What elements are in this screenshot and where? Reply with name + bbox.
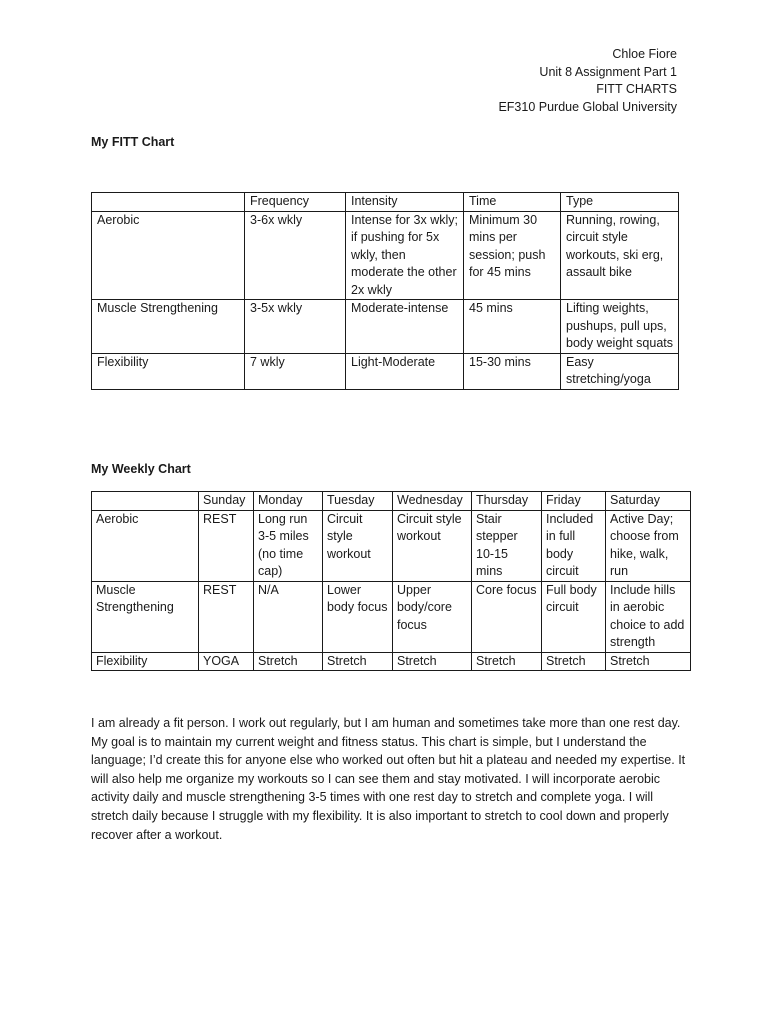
weekly-cell: Circuit style workout	[393, 510, 472, 581]
weekly-header-cell: Thursday	[472, 492, 542, 511]
weekly-cell: Aerobic	[92, 510, 199, 581]
weekly-cell: YOGA	[199, 652, 254, 671]
reflection-paragraph: I am already a fit person. I work out regularly, but I am human and sometimes take more than one rest day. My goal is to maintain my current weight and fitness status. This chart is simple, but I understand the language; I’d create this for anyone else who worked out often but hit a plateau and needed my expertise. It will also help me organize my workouts so I can see them and stay motivated. I will incorporate aerobic activity daily and muscle strengthening 3-5 times with one rest day to stretch and complete yoga. I will stretch daily because I struggle with my flexibility. It is also important to stretch to cool down and properly recover after a workout.	[91, 716, 686, 842]
weekly-header-row	[92, 492, 691, 511]
weekly-header-cell: Saturday	[606, 492, 691, 511]
weekly-cell: Stretch	[606, 652, 691, 671]
fitt-table	[91, 192, 679, 390]
weekly-cell: Stretch	[472, 652, 542, 671]
weekly-cell: Long run 3-5 miles (no time cap)	[254, 510, 323, 581]
weekly-row-aerobic	[92, 510, 691, 581]
weekly-cell: Stretch	[323, 652, 393, 671]
fitt-cell: 45 mins	[464, 300, 561, 354]
weekly-header-cell: Sunday	[199, 492, 254, 511]
weekly-cell: REST	[199, 581, 254, 652]
weekly-cell: Circuit style workout	[323, 510, 393, 581]
weekly-row-muscle-strengthening	[92, 581, 691, 652]
document-subject: FITT CHARTS	[596, 82, 677, 96]
fitt-header-cell: Type	[561, 193, 679, 212]
fitt-cell: Running, rowing, circuit style workouts, ski erg, assault bike	[561, 211, 679, 300]
document-header	[498, 46, 677, 116]
fitt-header-cell: Intensity	[346, 193, 464, 212]
weekly-header-cell	[92, 492, 199, 511]
fitt-row-muscle-strengthening	[92, 300, 679, 354]
fitt-cell: Light-Moderate	[346, 353, 464, 389]
fitt-cell: Lifting weights, pushups, pull ups, body weight squats	[561, 300, 679, 354]
weekly-cell: N/A	[254, 581, 323, 652]
fitt-header-cell	[92, 193, 245, 212]
fitt-cell: Flexibility	[92, 353, 245, 389]
assignment-line: Unit 8 Assignment Part 1	[539, 64, 677, 79]
weekly-cell: Stretch	[542, 652, 606, 671]
fitt-row-aerobic	[92, 211, 679, 300]
fitt-cell: Intense for 3x wkly; if pushing for 5x wkly, then moderate the other 2x wkly	[346, 211, 464, 300]
fitt-cell: Easy stretching/yoga	[561, 353, 679, 389]
fitt-cell: Muscle Strengthening	[92, 300, 245, 354]
weekly-cell: Include hills in aerobic choice to add strength	[606, 581, 691, 652]
fitt-cell: Aerobic	[92, 211, 245, 300]
weekly-cell: Core focus	[472, 581, 542, 652]
weekly-table	[91, 491, 691, 671]
fitt-header-cell: Frequency	[245, 193, 346, 212]
fitt-cell: Minimum 30 mins per session; push for 45 mins	[464, 211, 561, 300]
weekly-cell: Full body circuit	[542, 581, 606, 652]
weekly-chart-title: My Weekly Chart	[91, 462, 191, 476]
weekly-header-cell: Tuesday	[323, 492, 393, 511]
weekly-header-cell: Monday	[254, 492, 323, 511]
fitt-header-cell: Time	[464, 193, 561, 212]
weekly-row-flexibility	[92, 652, 691, 671]
weekly-cell: Included in full body circuit	[542, 510, 606, 581]
fitt-header-row	[92, 193, 679, 212]
author-name: Chloe Fiore	[612, 47, 677, 61]
weekly-header-cell: Friday	[542, 492, 606, 511]
weekly-header-cell: Wednesday	[393, 492, 472, 511]
weekly-cell: Stretch	[393, 652, 472, 671]
fitt-cell: 3-6x wkly	[245, 211, 346, 300]
fitt-chart-title: My FITT Chart	[91, 135, 175, 149]
weekly-cell: Stair stepper 10-15 mins	[472, 510, 542, 581]
weekly-cell: Flexibility	[92, 652, 199, 671]
weekly-cell: Stretch	[254, 652, 323, 671]
weekly-cell: Active Day; choose from hike, walk, run	[606, 510, 691, 581]
fitt-cell: 7 wkly	[245, 353, 346, 389]
weekly-cell: Muscle Strengthening	[92, 581, 199, 652]
fitt-cell: 3-5x wkly	[245, 300, 346, 354]
fitt-row-flexibility	[92, 353, 679, 389]
weekly-cell: Lower body focus	[323, 581, 393, 652]
weekly-cell: REST	[199, 510, 254, 581]
fitt-cell: 15-30 mins	[464, 353, 561, 389]
course-line: EF310 Purdue Global University	[498, 99, 677, 114]
weekly-cell: Upper body/core focus	[393, 581, 472, 652]
fitt-cell: Moderate-intense	[346, 300, 464, 354]
